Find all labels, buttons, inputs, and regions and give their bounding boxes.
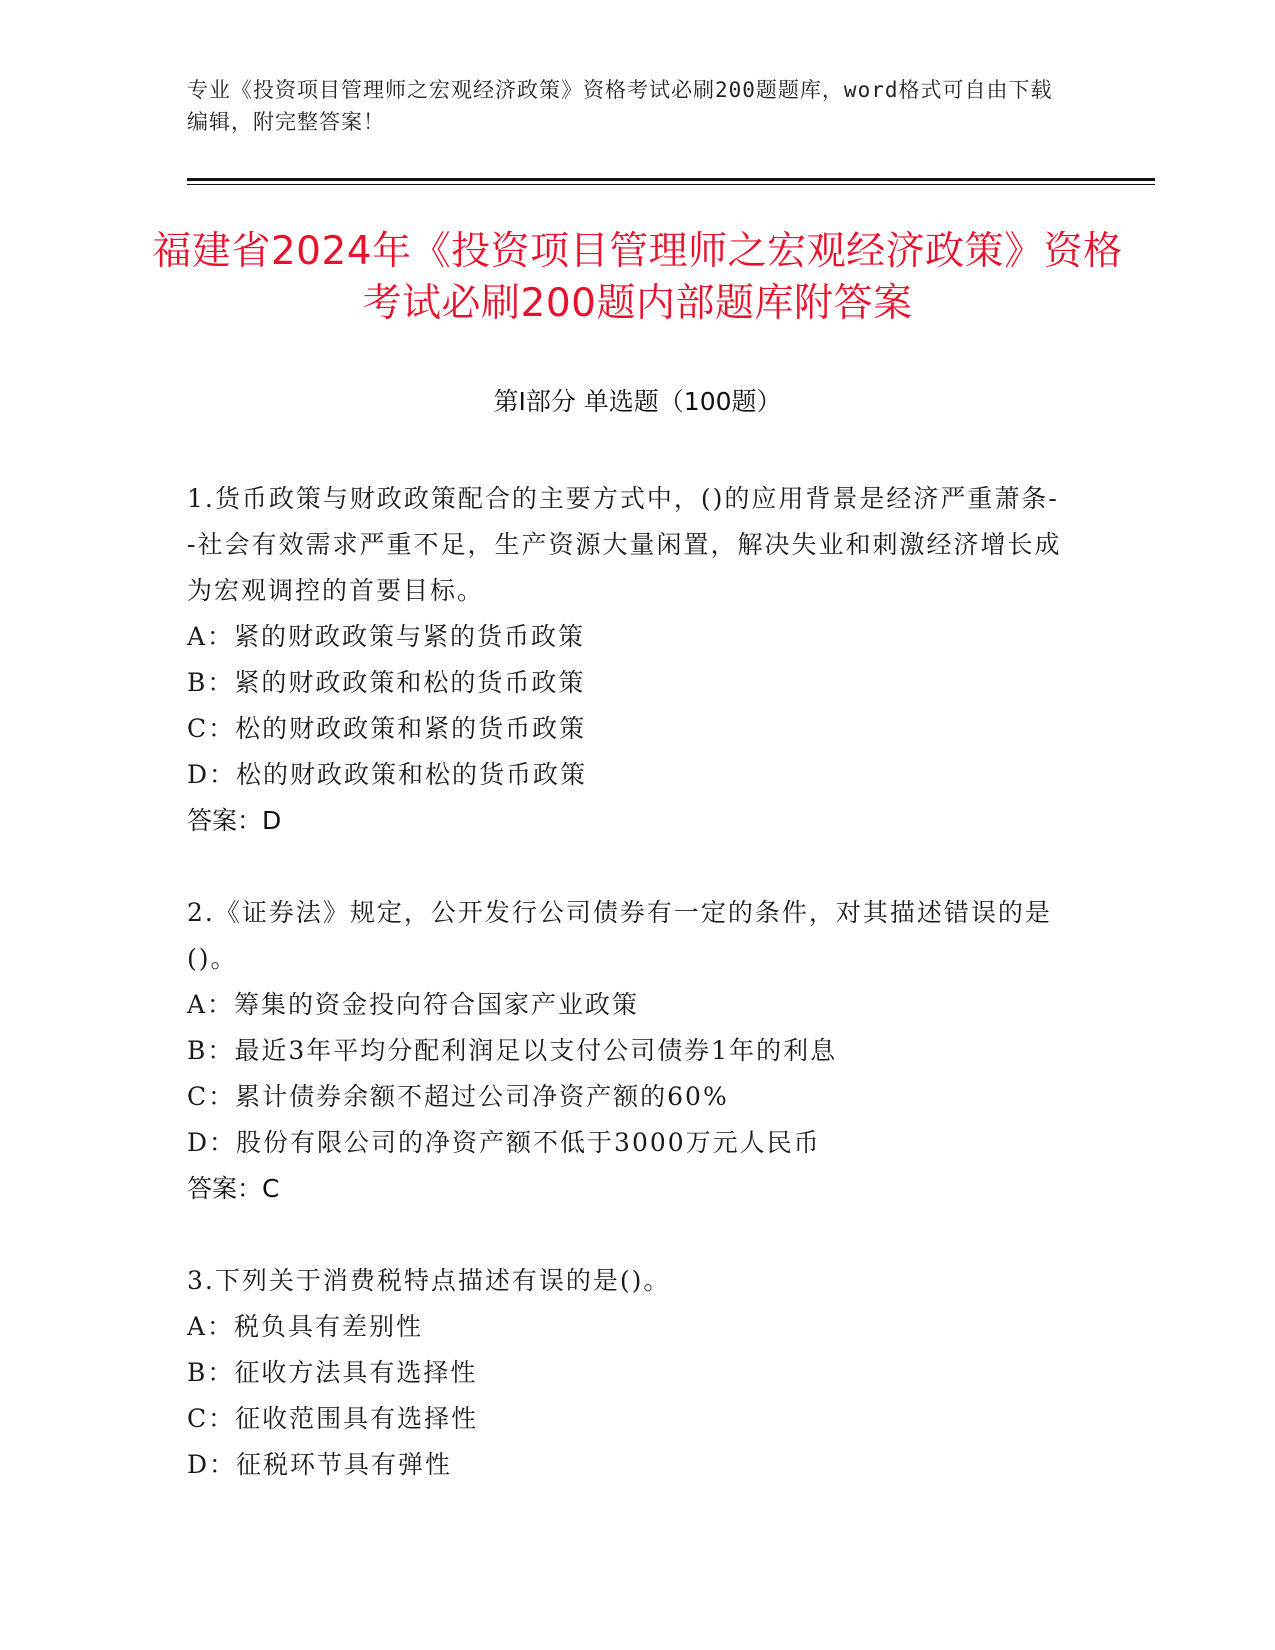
option-a: A：筹集的资金投向符合国家产业政策 <box>187 990 640 1019</box>
option-c: C：累计债券余额不超过公司净资产额的60% <box>187 1082 729 1111</box>
header-divider-thin <box>187 184 1155 185</box>
option-a: A：紧的财政政策与紧的货币政策 <box>187 622 586 651</box>
option-b: B：最近3年平均分配利润足以支付公司债券1年的利息 <box>187 1036 838 1065</box>
document-title: 福建省2024年《投资项目管理师之宏观经济政策》资格考试必刷200题内部题库附答案 <box>152 229 1123 326</box>
option-b: B：紧的财政政策和松的货币政策 <box>187 668 586 697</box>
option-d: D：征税环节具有弹性 <box>187 1450 453 1479</box>
option-a: A：税负具有差别性 <box>187 1312 424 1341</box>
question-stem: 3.下列关于消费税特点描述有误的是()。 <box>187 1266 671 1295</box>
option-d: D：股份有限公司的净资产额不低于3000万元人民币 <box>187 1128 821 1157</box>
option-d: D：松的财政政策和松的货币政策 <box>187 760 588 789</box>
question-stem: 1.货币政策与财政政策配合的主要方式中，()的应用背景是经济严重萧条--社会有效需求严重不足，生产资源大量闲置，解决失业和刺激经济增长成为宏观调控的首要目标。 <box>187 484 1062 605</box>
question-1 <box>187 476 1067 844</box>
answer: 答案：C <box>187 1174 280 1203</box>
section-title: 第I部分 单选题（100题） <box>493 387 782 416</box>
header-note: 专业《投资项目管理师之宏观经济政策》资格考试必刷200题题库，word格式可自由下载编辑，附完整答案！ <box>187 78 1053 134</box>
header-divider-thick <box>187 178 1155 181</box>
answer: 答案：D <box>187 806 282 835</box>
option-c: C：松的财政政策和紧的货币政策 <box>187 714 587 743</box>
option-b: B：征收方法具有选择性 <box>187 1358 478 1387</box>
question-stem: 2.《证券法》规定，公开发行公司债券有一定的条件，对其描述错误的是()。 <box>187 898 1052 973</box>
question-2 <box>187 890 1067 1212</box>
question-3 <box>187 1258 1067 1488</box>
question-list <box>187 476 1067 1534</box>
option-c: C：征收范围具有选择性 <box>187 1404 479 1433</box>
